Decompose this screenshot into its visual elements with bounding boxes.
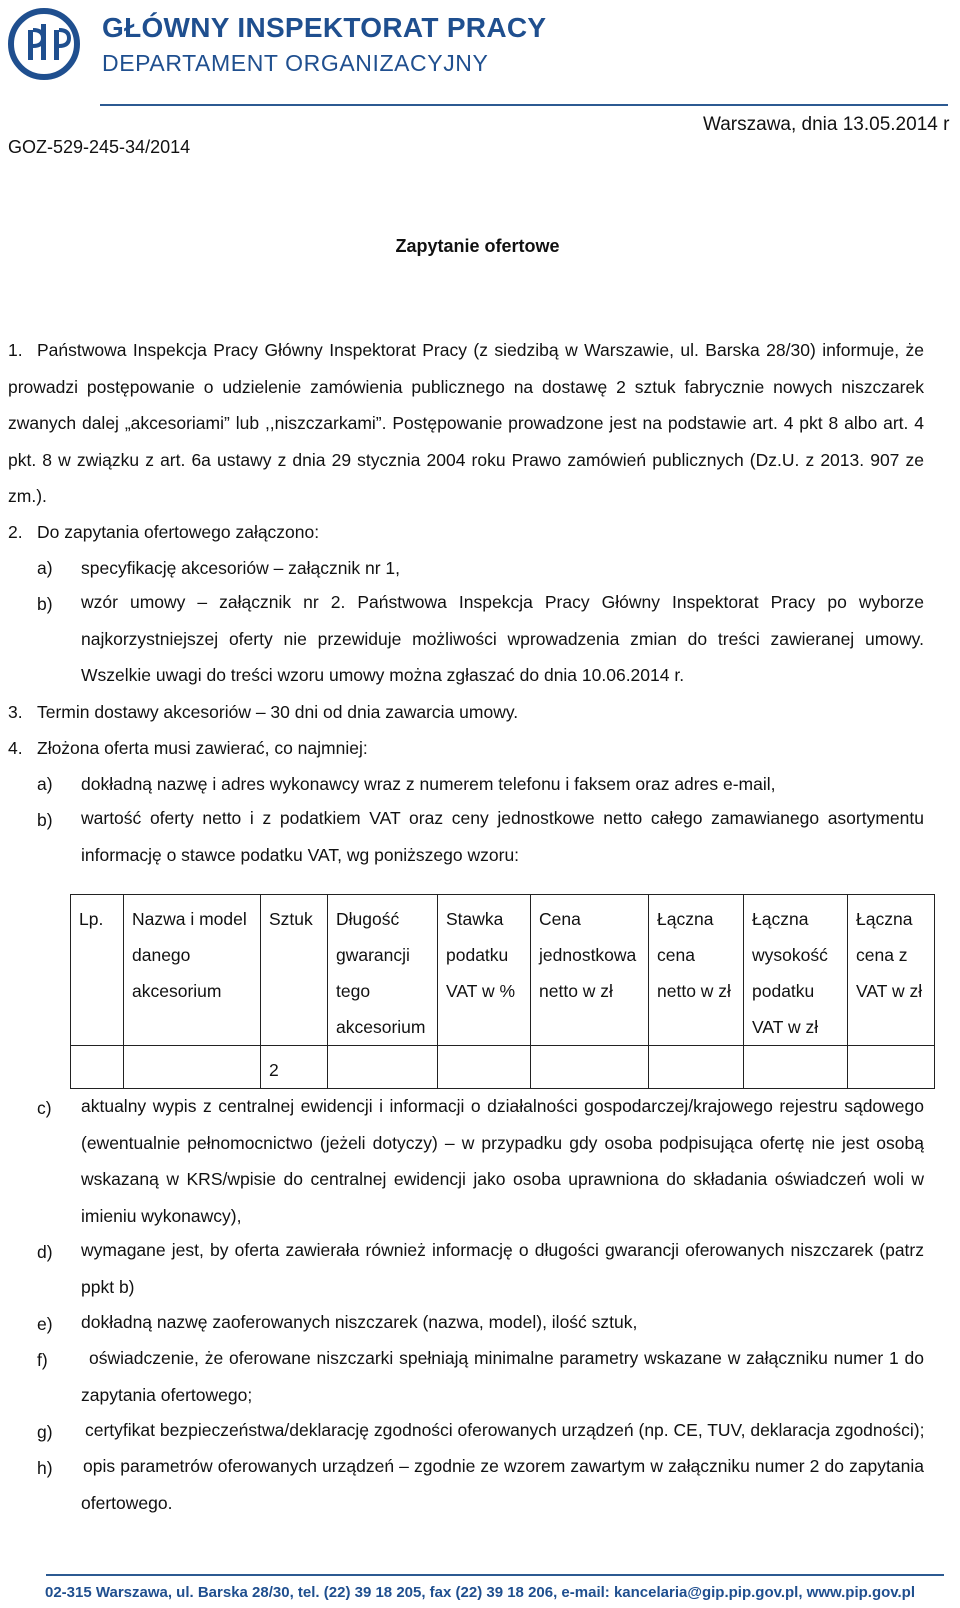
- item-e-text: dokładną nazwę zaoferowanych niszczarek (nazwa, model), ilość sztuk,: [81, 1312, 638, 1332]
- header-divider: [100, 104, 948, 106]
- pip-logo: [8, 8, 80, 80]
- item-d-label: d): [37, 1242, 53, 1262]
- footer-divider: [46, 1574, 944, 1576]
- section-4-text: Złożona oferta musi zawierać, co najmniej:: [37, 738, 368, 758]
- item-h-text: opis parametrów oferowanych urządzeń – zgodnie ze wzorem zawartym w załączniku numer 2 do zapytania ofertowego.: [81, 1456, 924, 1513]
- section-3-text: Termin dostawy akcesoriów – 30 dni od dnia zawarcia umowy.: [37, 702, 519, 722]
- table-header-cell: Łączna wysokość podatku VAT w zł: [744, 895, 848, 1046]
- item-f-text: oświadczenie, że oferowane niszczarki spełniają minimalne parametry wskazane w załączniku numer 1 do zapytania ofertowego;: [81, 1348, 924, 1405]
- table-cell: [328, 1046, 438, 1089]
- section-2-a-text: specyfikację akcesoriów – załącznik nr 1,: [81, 558, 401, 578]
- table-row: [71, 1046, 935, 1089]
- item-c-text: aktualny wypis z centralnej ewidencji i informacji o działalności gospodarczej/krajowego rejestru sądowego (ewentualnie pełnomocnictwo (jeżeli dotyczy) – w przypadku gdy osoba podpisująca ofertę nie jest osobą wskazaną w KRS/wpisie do centralnej ewidencji jako osoba uprawniona do składania oświadczeń woli w imieniu wykonawcy),: [81, 1096, 924, 1226]
- item-b-label: b): [37, 810, 53, 830]
- table-header-cell: Lp.: [71, 895, 124, 1046]
- table-header-cell: Stawka podatku VAT w %: [438, 895, 531, 1046]
- table-cell: [744, 1046, 848, 1089]
- document-date: Warszawa, dnia 13.05.2014 r: [703, 114, 950, 135]
- table-cell: 2: [261, 1046, 328, 1089]
- section-2-b-text: wzór umowy – załącznik nr 2. Państwowa Inspekcja Pracy Główny Inspektorat Pracy po wyborze najkorzystniejszej oferty nie przewiduje możliwości wprowadzenia zmian do treści zawieranej umowy. Wszelkie uwagi do treści wzoru umowy można zgłaszać do dnia 10.06.2014 r.: [81, 592, 924, 686]
- item-g-text: certyfikat bezpieczeństwa/deklarację zgodności oferowanych urządzeń (np. CE, TUV, deklaracja zgodności);: [85, 1420, 925, 1440]
- section-1-text: Państwowa Inspekcja Pracy Główny Inspektorat Pracy (z siedzibą w Warszawie, ul. Barska 28/30) informuje, że prowadzi postępowanie o udzielenie zamówienia publicznego na dostawę 2 sztuk fabrycznie nowych niszczarek zwanych dalej „akcesoriami” lub ,,niszczarkami”. Postępowanie prowadzone jest na podstawie art. 4 pkt 8 albo art. 4 pkt. 8 w związku z art. 6a ustawy z dnia 29 stycznia 2004 roku Prawo zamówień publicznych (Dz.U. z 2013. 907 ze zm.).: [8, 340, 924, 507]
- section-2-b-label: b): [37, 594, 53, 614]
- section-2-a-label: a): [37, 558, 53, 578]
- table-header-cell: Cena jednostkowa netto w zł: [531, 895, 649, 1046]
- section-3-number: 3.: [8, 702, 23, 722]
- table-header-cell: Łączna cena netto w zł: [649, 895, 744, 1046]
- table-cell: [531, 1046, 649, 1089]
- department-name: DEPARTAMENT ORGANIZACYJNY: [102, 50, 489, 76]
- item-d-text: wymagane jest, by oferta zawierała również informację o długości gwarancji oferowanych niszczarek (patrz ppkt b): [81, 1240, 924, 1297]
- section-4-number: 4.: [8, 738, 23, 758]
- table-cell: [848, 1046, 935, 1089]
- item-h-label: h): [37, 1458, 53, 1478]
- footer-contact: 02-315 Warszawa, ul. Barska 28/30, tel. (22) 39 18 205, fax (22) 39 18 206, e-mail: kancelaria@gip.pip.gov.pl, www.pip.gov.pl: [45, 1584, 915, 1601]
- table-header-cell: Nazwa i model danego akcesorium: [124, 895, 261, 1046]
- org-name: GŁÓWNY INSPEKTORAT PRACY: [102, 12, 547, 43]
- table-header-cell: Sztuk: [261, 895, 328, 1046]
- table-header-cell: Długość gwarancji tego akcesorium: [328, 895, 438, 1046]
- table-header-row: [71, 895, 935, 1046]
- table-cell: [438, 1046, 531, 1089]
- table-cell: [124, 1046, 261, 1089]
- document-title: Zapytanie ofertowe: [395, 236, 560, 256]
- table-header-cell: Łączna cena z VAT w zł: [848, 895, 935, 1046]
- price-table: [70, 894, 935, 1089]
- item-a-text: dokładną nazwę i adres wykonawcy wraz z numerem telefonu i faksem oraz adres e-mail,: [81, 774, 776, 794]
- item-a-label: a): [37, 774, 53, 794]
- item-c-label: c): [37, 1098, 52, 1118]
- item-f-label: f): [37, 1350, 48, 1370]
- item-b-text: wartość oferty netto i z podatkiem VAT oraz ceny jednostkowe netto całego zamawianego asortymentu informację o stawce podatku VAT, wg poniższego wzoru:: [81, 808, 924, 865]
- table-cell: [649, 1046, 744, 1089]
- item-g-label: g): [37, 1422, 53, 1442]
- table-cell: [71, 1046, 124, 1089]
- section-1-number: 1.: [8, 340, 23, 360]
- item-e-label: e): [37, 1314, 53, 1334]
- section-2-text: Do zapytania ofertowego załączono:: [37, 522, 320, 542]
- section-2-number: 2.: [8, 522, 23, 542]
- reference-number: GOZ-529-245-34/2014: [8, 137, 191, 157]
